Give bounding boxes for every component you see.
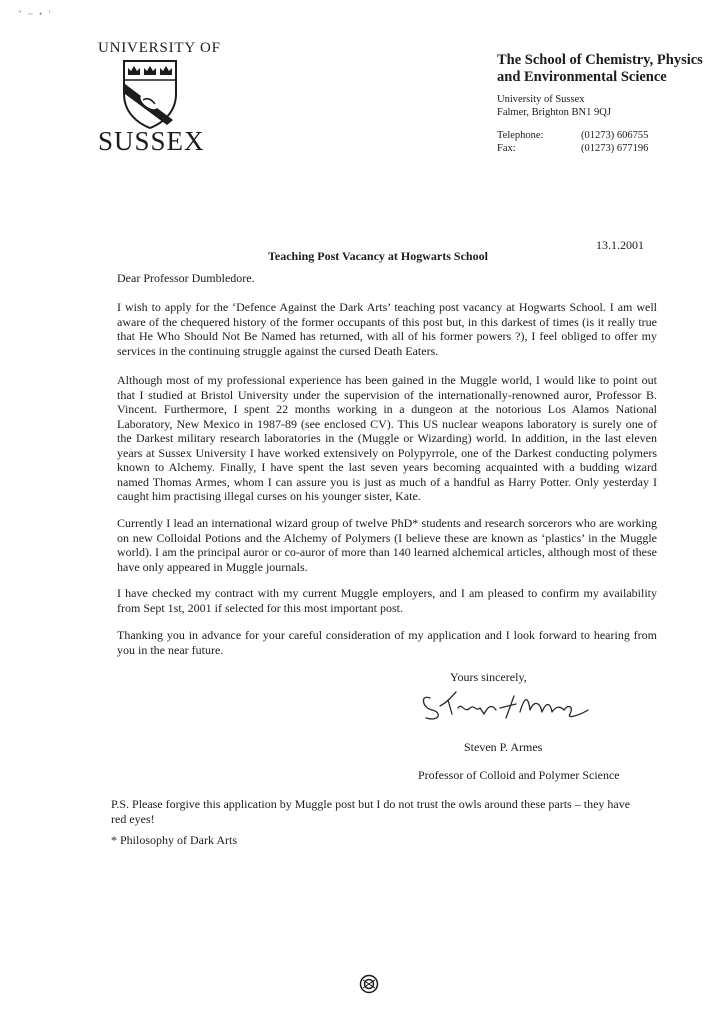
handwritten-signature <box>418 684 598 726</box>
letter-subject: Teaching Post Vacancy at Hogwarts School <box>268 249 488 263</box>
footnote: * Philosophy of Dark Arts <box>111 833 237 847</box>
recycled-stamp-icon <box>359 974 379 994</box>
address-block <box>497 94 611 119</box>
school-name: The School of Chemistry, Physics and Environmental Science <box>497 52 703 85</box>
university-crest-icon <box>121 58 179 130</box>
fax-value: (01273) 677196 <box>581 142 649 154</box>
telephone-value: (01273) 606755 <box>581 130 649 141</box>
body-paragraph: I wish to apply for the ‘Defence Against the Dark Arts’ teaching post vacancy at Hogwarts School. I am well aware of the chequered history of the former occupants of this post but, in this darkest of times (is it really true that He Who Should Not Be Named has returned, with all of his former powers ?), I feel obliged to offer my services in the continuing struggle against the cursed Death Eaters. <box>117 300 657 358</box>
telephone-label: Telephone: <box>497 130 544 141</box>
signer-name: Steven P. Armes <box>464 740 543 754</box>
university-name-bottom: SUSSEX <box>98 126 205 156</box>
address-line: University of Sussex <box>497 94 585 105</box>
letter-date: 13.1.2001 <box>596 238 644 252</box>
fax-label: Fax: <box>497 142 516 154</box>
university-name-top: UNIVERSITY OF <box>98 40 221 56</box>
postscript: P.S. Please forgive this application by Muggle post but I do not trust the owls around these parts – they have red eyes! <box>111 797 631 826</box>
signer-title: Professor of Colloid and Polymer Science <box>418 768 620 782</box>
contact-block <box>497 130 648 155</box>
body-paragraph: I have checked my contract with my current Muggle employers, and I am pleased to confirm my availability from Sept 1st, 2001 if selected for this most important post. <box>117 586 657 615</box>
body-paragraph: Currently I lead an international wizard group of twelve PhD* students and research sorcerors who are working on new Colloidal Potions and the Alchemy of Polymers (I believe these are known as ‘plastics’ in the Muggle world). I am the principal auror or co-auror of more than 140 learned alchemical articles, although most of these have only appeared in Muggle journals. <box>117 516 657 574</box>
fax-row <box>497 143 648 156</box>
scan-corner-mark: " ~ • ' <box>18 9 53 19</box>
salutation: Dear Professor Dumbledore. <box>117 271 255 285</box>
address-line: Falmer, Brighton BN1 9QJ <box>497 106 611 118</box>
closing: Yours sincerely, <box>450 670 527 684</box>
telephone-row <box>497 130 648 143</box>
body-paragraph: Thanking you in advance for your careful consideration of my application and I look forward to hearing from you in the near future. <box>117 628 657 657</box>
body-paragraph: Although most of my professional experience has been gained in the Muggle world, I would like to point out that I studied at Bristol University under the supervision of the internationally-renowned auror, Professor B. Vincent. Furthermore, I spent 22 months working in a dungeon at the notorious Los Alamos National Laboratory, New Mexico in 1987-89 (see enclosed CV). This US nuclear weapons laboratory is surely one of the Darkest military research laboratories in the (Muggle or Wizarding) world. In addition, in the last eleven years at Sussex University I have worked extensively on Polypyrrole, one of the Darkest conducting polymers known to Alchemy. Finally, I have spent the last seven years becoming acquainted with a budding wizard named Thomas Armes, whom I can assure you is just as much of a handful as Harry Potter. Only yesterday I caught him practising illegal curses on his younger sister, Kate. <box>117 373 657 503</box>
